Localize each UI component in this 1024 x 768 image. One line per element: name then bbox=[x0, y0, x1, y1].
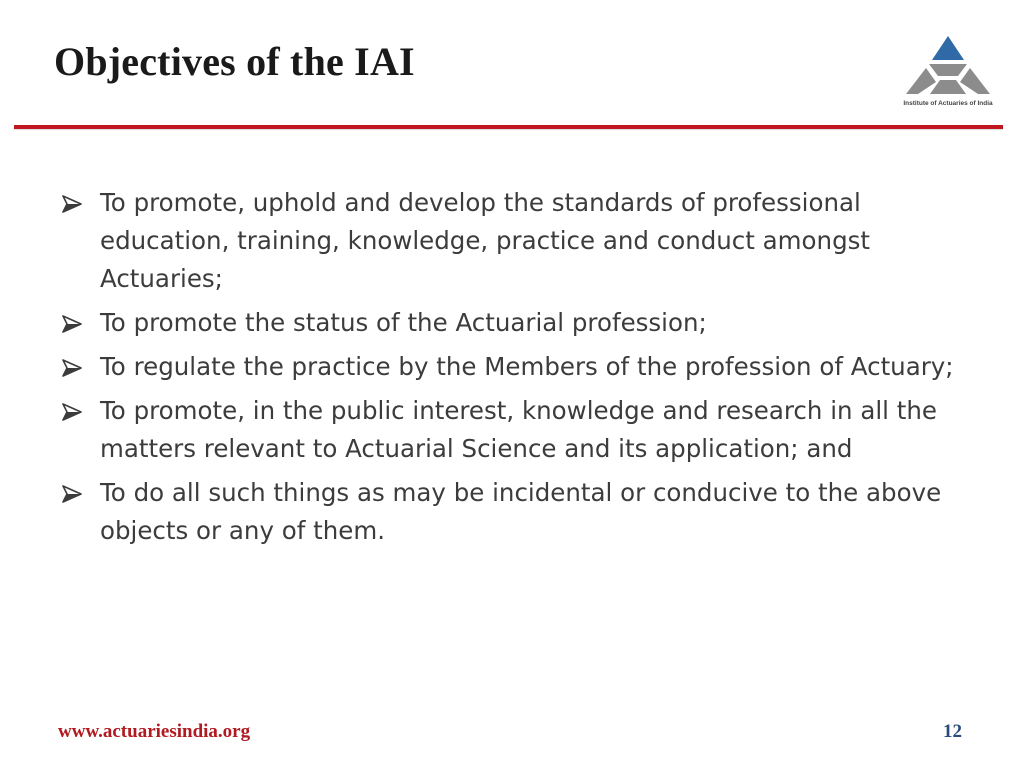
bullet-text: To promote, in the public interest, knowledge and research in all the matters relevant to Actuarial Science and its application; and bbox=[100, 396, 937, 463]
bullet-text: To do all such things as may be incidental or conducive to the above objects or any of them. bbox=[100, 478, 942, 545]
iai-logo bbox=[896, 34, 1000, 114]
footer-website-link[interactable]: www.actuariesindia.org bbox=[58, 721, 251, 742]
arrow-bullet-icon bbox=[62, 315, 82, 333]
iai-triangle-logo-icon bbox=[896, 34, 1000, 100]
page-number: 12 bbox=[943, 721, 962, 742]
arrow-bullet-icon bbox=[62, 403, 82, 421]
list-item bbox=[62, 304, 972, 342]
title-divider bbox=[14, 125, 1003, 129]
bullet-text: To promote the status of the Actuarial profession; bbox=[100, 308, 707, 337]
list-item bbox=[62, 474, 972, 550]
arrow-bullet-icon bbox=[62, 359, 82, 377]
list-item bbox=[62, 184, 972, 298]
objectives-list bbox=[62, 184, 972, 556]
arrow-bullet-icon bbox=[62, 485, 82, 503]
list-item bbox=[62, 348, 972, 386]
arrow-bullet-icon bbox=[62, 195, 82, 213]
bullet-text: To regulate the practice by the Members of the profession of Actuary; bbox=[100, 352, 954, 381]
list-item bbox=[62, 392, 972, 468]
page-title: Objectives of the IAI bbox=[54, 39, 415, 84]
bullet-text: To promote, uphold and develop the standards of professional education, training, knowledge, practice and conduct amongst Actuaries; bbox=[100, 188, 870, 293]
logo-caption: Institute of Actuaries of India bbox=[903, 100, 993, 107]
